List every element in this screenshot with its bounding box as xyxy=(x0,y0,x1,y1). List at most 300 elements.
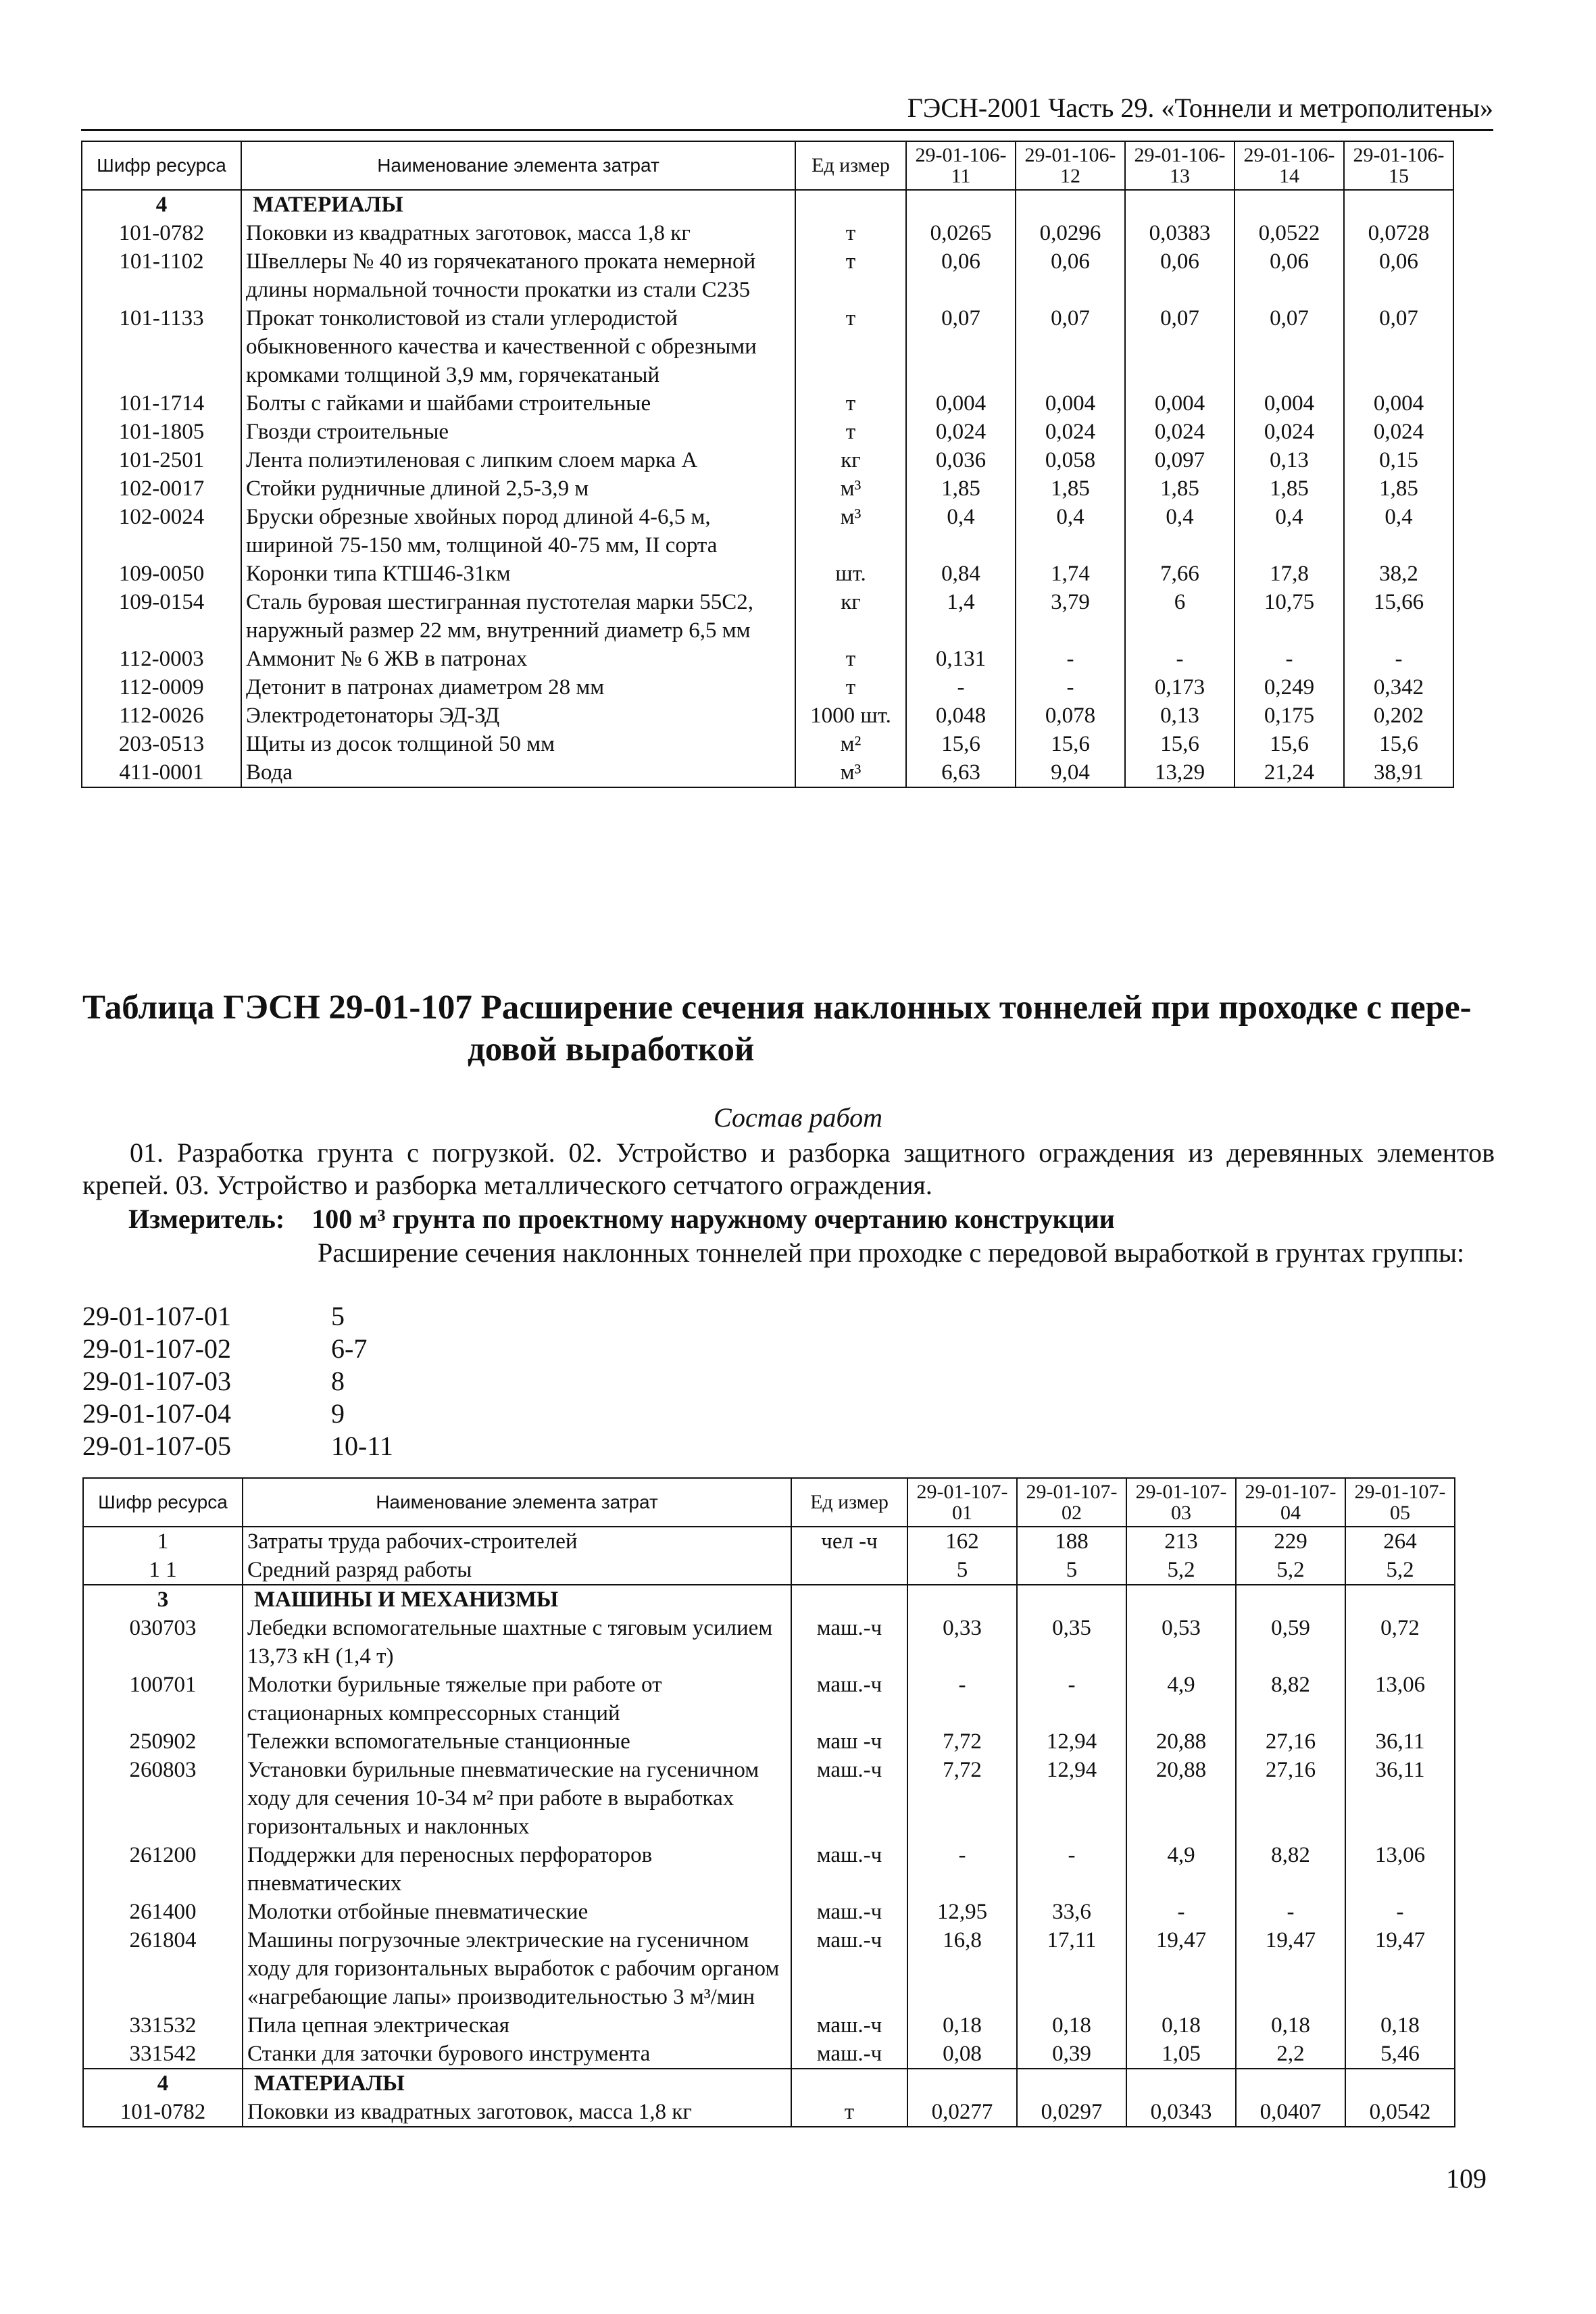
resource-name: Поковки из квадратных заготовок, масса 1,8 кг xyxy=(243,2098,791,2127)
column-header-norm-1: 29-01-106-11 xyxy=(906,141,1016,190)
value-cell: 0,0407 xyxy=(1236,2098,1345,2127)
resource-code: 102-0017 xyxy=(82,474,241,503)
resource-name: Болты с гайками и шайбами строительные xyxy=(241,389,795,418)
value-cell: 5,2 xyxy=(1236,1556,1345,1585)
value-cell: 0,0297 xyxy=(1017,2098,1126,2127)
soil-group: 9 xyxy=(331,1398,345,1429)
value-cell: 5,2 xyxy=(1345,1556,1455,1585)
resource-code: 261200 xyxy=(83,1841,243,1898)
table-row xyxy=(82,474,1453,503)
resource-code: 101-1805 xyxy=(82,418,241,446)
resource-name: Средний разряд работы xyxy=(243,1556,791,1585)
value-cell xyxy=(907,1585,1017,1614)
table-title xyxy=(82,987,1495,1070)
unit-cell xyxy=(795,190,906,219)
resource-code: 331542 xyxy=(83,2040,243,2069)
section-row xyxy=(83,1585,1455,1614)
resource-code: 101-1102 xyxy=(82,247,241,304)
value-cell: - xyxy=(1236,1898,1345,1926)
value-cell: 0,004 xyxy=(906,389,1016,418)
value-cell: 0,07 xyxy=(1125,304,1235,389)
resource-name: Электродетонаторы ЭД-ЗД xyxy=(241,701,795,730)
value-cell xyxy=(1235,190,1344,219)
value-cell: 19,47 xyxy=(1126,1926,1236,2011)
resource-name: Лебедки вспомогательные шахтные с тяговым усилием 13,73 кН (1,4 т) xyxy=(243,1614,791,1671)
table-row xyxy=(82,730,1453,758)
unit-cell: маш.-ч xyxy=(791,1756,907,1841)
resource-code: 1 xyxy=(83,1527,243,1556)
resource-code: 261400 xyxy=(83,1898,243,1926)
table-row xyxy=(82,560,1453,588)
value-cell: 0,07 xyxy=(1344,304,1453,389)
value-cell: 4,9 xyxy=(1126,1671,1236,1727)
resource-code: 4 xyxy=(82,190,241,219)
soil-group: 10-11 xyxy=(331,1431,393,1461)
column-header-norm-4: 29-01-107-04 xyxy=(1236,1478,1345,1527)
resource-code: 112-0003 xyxy=(82,645,241,673)
table-row xyxy=(83,1527,1455,1556)
resource-name: Прокат тонколистовой из стали углеродистой обыкновенного качества и качественной с обрезными кромками толщиной 3,9 мм, горячекатаный xyxy=(241,304,795,389)
table-row xyxy=(82,446,1453,474)
value-cell: 0,004 xyxy=(1125,389,1235,418)
resource-code: 331532 xyxy=(83,2011,243,2040)
resource-name: Стойки рудничные длиной 2,5-3,9 м xyxy=(241,474,795,503)
resource-name: Аммонит № 6 ЖВ в патронах xyxy=(241,645,795,673)
value-cell: 0,0343 xyxy=(1126,2098,1236,2127)
value-cell: - xyxy=(1016,645,1125,673)
resource-name: Коронки типа КТШ46-31км xyxy=(241,560,795,588)
value-cell: 15,6 xyxy=(906,730,1016,758)
value-cell: 21,24 xyxy=(1235,758,1344,787)
soil-group: 5 xyxy=(331,1301,345,1331)
value-cell: 5 xyxy=(1017,1556,1126,1585)
value-cell: 12,94 xyxy=(1017,1756,1126,1841)
resource-code: 101-0782 xyxy=(83,2098,243,2127)
value-cell: 8,82 xyxy=(1236,1671,1345,1727)
value-cell: 2,2 xyxy=(1236,2040,1345,2069)
value-cell: 0,175 xyxy=(1235,701,1344,730)
resource-code: 112-0026 xyxy=(82,701,241,730)
value-cell: 4,9 xyxy=(1126,1841,1236,1898)
value-cell: 0,097 xyxy=(1125,446,1235,474)
value-cell: 0,004 xyxy=(1016,389,1125,418)
section-title: МАШИНЫ И МЕХАНИЗМЫ xyxy=(243,1585,791,1614)
value-cell xyxy=(1236,2069,1345,2098)
value-cell: 0,202 xyxy=(1344,701,1453,730)
column-header-code: Шифр ресурса xyxy=(83,1478,243,1527)
resource-code: 109-0050 xyxy=(82,560,241,588)
value-cell: 0,4 xyxy=(1235,503,1344,560)
value-cell: 0,72 xyxy=(1345,1614,1455,1671)
value-cell: 6,63 xyxy=(906,758,1016,787)
value-cell: 0,048 xyxy=(906,701,1016,730)
table-row xyxy=(83,1898,1455,1926)
value-cell: 0,036 xyxy=(906,446,1016,474)
page-header: ГЭСН-2001 Часть 29. «Тоннели и метрополитены» xyxy=(81,92,1493,131)
table-row xyxy=(83,2098,1455,2127)
value-cell: 0,0522 xyxy=(1235,219,1344,247)
value-cell: 0,024 xyxy=(1344,418,1453,446)
value-cell: 15,6 xyxy=(1344,730,1453,758)
soil-group: 6-7 xyxy=(331,1333,368,1364)
resource-name: Установки бурильные пневматические на гусеничном ходу для сечения 10-34 м² при работе в выработках горизонтальных и наклонных xyxy=(243,1756,791,1841)
value-cell: 1,05 xyxy=(1126,2040,1236,2069)
value-cell: 0,53 xyxy=(1126,1614,1236,1671)
value-cell: 0,0296 xyxy=(1016,219,1125,247)
value-cell: 38,2 xyxy=(1344,560,1453,588)
value-cell: - xyxy=(1126,1898,1236,1926)
soil-group: 8 xyxy=(331,1366,345,1396)
resource-code: 260803 xyxy=(83,1756,243,1841)
value-cell: 0,18 xyxy=(1236,2011,1345,2040)
norm-code: 29-01-107-05 xyxy=(82,1431,231,1461)
unit-cell: кг xyxy=(795,446,906,474)
value-cell: - xyxy=(1345,1898,1455,1926)
norm-code: 29-01-107-01 xyxy=(82,1301,231,1331)
unit-cell: кг xyxy=(795,588,906,645)
value-cell: 0,84 xyxy=(906,560,1016,588)
unit-cell: т xyxy=(795,247,906,304)
resource-code: 4 xyxy=(83,2069,243,2098)
unit-cell: маш.-ч xyxy=(791,1841,907,1898)
unit-cell: чел -ч xyxy=(791,1527,907,1556)
unit-cell: т xyxy=(795,645,906,673)
value-cell: 0,058 xyxy=(1016,446,1125,474)
norm-code-row xyxy=(82,1333,393,1365)
resource-code: 411-0001 xyxy=(82,758,241,787)
value-cell: 0,59 xyxy=(1236,1614,1345,1671)
value-cell xyxy=(1345,1585,1455,1614)
value-cell: - xyxy=(907,1671,1017,1727)
value-cell: 0,13 xyxy=(1125,701,1235,730)
resource-code: 101-1714 xyxy=(82,389,241,418)
resource-name: Поддержки для переносных перфораторов пневматических xyxy=(243,1841,791,1898)
resource-code: 100701 xyxy=(83,1671,243,1727)
value-cell xyxy=(1017,1585,1126,1614)
table-row xyxy=(83,1727,1455,1756)
value-cell: 13,06 xyxy=(1345,1671,1455,1727)
value-cell: 0,342 xyxy=(1344,673,1453,701)
value-cell: 0,07 xyxy=(1016,304,1125,389)
value-cell: 0,06 xyxy=(1344,247,1453,304)
value-cell xyxy=(1125,190,1235,219)
table-title-line-1: Таблица ГЭСН 29-01-107 Расширение сечения наклонных тоннелей при проходке с пере- xyxy=(82,989,1472,1027)
value-cell xyxy=(1126,2069,1236,2098)
value-cell: 13,06 xyxy=(1345,1841,1455,1898)
table-row xyxy=(83,1926,1455,2011)
value-cell: 13,29 xyxy=(1125,758,1235,787)
resource-name: Пила цепная электрическая xyxy=(243,2011,791,2040)
section-row xyxy=(83,2069,1455,2098)
column-header-code: Шифр ресурса xyxy=(82,141,241,190)
unit-cell: маш.-ч xyxy=(791,2040,907,2069)
resource-name: Поковки из квадратных заготовок, масса 1,8 кг xyxy=(241,219,795,247)
value-cell: 264 xyxy=(1345,1527,1455,1556)
value-cell: 19,47 xyxy=(1345,1926,1455,2011)
value-cell: 213 xyxy=(1126,1527,1236,1556)
value-cell: 12,94 xyxy=(1017,1727,1126,1756)
value-cell: 0,024 xyxy=(1125,418,1235,446)
value-cell: 1,85 xyxy=(1344,474,1453,503)
value-cell: 1,85 xyxy=(1235,474,1344,503)
value-cell: 36,11 xyxy=(1345,1727,1455,1756)
value-cell: 12,95 xyxy=(907,1898,1017,1926)
value-cell: 229 xyxy=(1236,1527,1345,1556)
column-header-unit: Ед измер xyxy=(795,141,906,190)
value-cell: - xyxy=(1235,645,1344,673)
table-row xyxy=(82,219,1453,247)
section-row xyxy=(82,190,1453,219)
value-cell: 1,85 xyxy=(1125,474,1235,503)
unit-cell: т xyxy=(795,304,906,389)
norm-code: 29-01-107-04 xyxy=(82,1398,231,1429)
value-cell: - xyxy=(1344,645,1453,673)
value-cell: 15,6 xyxy=(1016,730,1125,758)
value-cell: 20,88 xyxy=(1126,1727,1236,1756)
resource-code: 250902 xyxy=(83,1727,243,1756)
column-header-norm-3: 29-01-107-03 xyxy=(1126,1478,1236,1527)
column-header-norm-5: 29-01-107-05 xyxy=(1345,1478,1455,1527)
value-cell: 0,18 xyxy=(907,2011,1017,2040)
value-cell: 0,15 xyxy=(1344,446,1453,474)
value-cell xyxy=(1345,2069,1455,2098)
table-row xyxy=(83,2040,1455,2069)
value-cell: 7,72 xyxy=(907,1727,1017,1756)
value-cell xyxy=(1344,190,1453,219)
table-row xyxy=(83,2011,1455,2040)
value-cell: 10,75 xyxy=(1235,588,1344,645)
norm-code-row xyxy=(82,1398,393,1430)
value-cell: 0,18 xyxy=(1345,2011,1455,2040)
value-cell: 0,07 xyxy=(1235,304,1344,389)
works-heading: Состав работ xyxy=(714,1102,882,1133)
value-cell: 38,91 xyxy=(1344,758,1453,787)
value-cell: 1,74 xyxy=(1016,560,1125,588)
value-cell: 33,6 xyxy=(1017,1898,1126,1926)
unit-cell: маш.-ч xyxy=(791,1926,907,2011)
value-cell: 15,6 xyxy=(1125,730,1235,758)
value-cell: - xyxy=(1017,1841,1126,1898)
value-cell: 0,0265 xyxy=(906,219,1016,247)
column-header-norm-1: 29-01-107-01 xyxy=(907,1478,1017,1527)
resource-name: Щиты из досок толщиной 50 мм xyxy=(241,730,795,758)
resource-name: Затраты труда рабочих-строителей xyxy=(243,1527,791,1556)
unit-cell: м³ xyxy=(795,474,906,503)
table-row xyxy=(82,304,1453,389)
unit-cell: маш -ч xyxy=(791,1727,907,1756)
unit-cell: маш.-ч xyxy=(791,1898,907,1926)
unit-cell xyxy=(791,1585,907,1614)
resource-code: 101-1133 xyxy=(82,304,241,389)
unit-cell: т xyxy=(795,673,906,701)
value-cell: - xyxy=(1017,1671,1126,1727)
value-cell: 15,66 xyxy=(1344,588,1453,645)
resource-name: Гвозди строительные xyxy=(241,418,795,446)
variant-description: Расширение сечения наклонных тоннелей при проходке с передовой выработкой в грунтах группы: xyxy=(318,1237,1465,1268)
value-cell: 0,33 xyxy=(907,1614,1017,1671)
value-cell xyxy=(1017,2069,1126,2098)
value-cell: 0,06 xyxy=(1125,247,1235,304)
value-cell: 17,8 xyxy=(1235,560,1344,588)
value-cell: - xyxy=(1016,673,1125,701)
norm-code-row xyxy=(82,1430,393,1462)
value-cell: 20,88 xyxy=(1126,1756,1236,1841)
value-cell: 0,18 xyxy=(1017,2011,1126,2040)
value-cell: 0,07 xyxy=(906,304,1016,389)
resource-name: Станки для заточки бурового инструмента xyxy=(243,2040,791,2069)
unit-cell: 1000 шт. xyxy=(795,701,906,730)
value-cell: 16,8 xyxy=(907,1926,1017,2011)
value-cell: 0,078 xyxy=(1016,701,1125,730)
value-cell: 5,2 xyxy=(1126,1556,1236,1585)
section-title: МАТЕРИАЛЫ xyxy=(243,2069,791,2098)
value-cell: 3,79 xyxy=(1016,588,1125,645)
unit-cell xyxy=(791,1556,907,1585)
value-cell: 9,04 xyxy=(1016,758,1125,787)
value-cell xyxy=(1236,1585,1345,1614)
value-cell: 0,173 xyxy=(1125,673,1235,701)
norm-code: 29-01-107-02 xyxy=(82,1333,231,1364)
value-cell: 0,06 xyxy=(906,247,1016,304)
table-row xyxy=(83,1556,1455,1585)
value-cell xyxy=(1016,190,1125,219)
page-number: 109 xyxy=(1446,2163,1487,2194)
table-title-line-2: довой выработкой xyxy=(468,1031,755,1068)
column-header-norm-4: 29-01-106-14 xyxy=(1235,141,1344,190)
value-cell: 0,13 xyxy=(1235,446,1344,474)
value-cell: 15,6 xyxy=(1235,730,1344,758)
resource-name: Лента полиэтиленовая с липким слоем марка А xyxy=(241,446,795,474)
value-cell: 0,024 xyxy=(906,418,1016,446)
norm-code-list xyxy=(82,1300,393,1462)
table-row xyxy=(83,1756,1455,1841)
value-cell: 0,06 xyxy=(1016,247,1125,304)
value-cell: 5 xyxy=(907,1556,1017,1585)
resource-name: Молотки бурильные тяжелые при работе от стационарных компрессорных станций xyxy=(243,1671,791,1727)
value-cell xyxy=(1126,1585,1236,1614)
value-cell: 0,4 xyxy=(1016,503,1125,560)
resource-name: Детонит в патронах диаметром 28 мм xyxy=(241,673,795,701)
resource-table-107 xyxy=(82,1477,1455,2127)
value-cell: 0,024 xyxy=(1235,418,1344,446)
table-row xyxy=(83,1671,1455,1727)
resource-code: 112-0009 xyxy=(82,673,241,701)
column-header-norm-2: 29-01-107-02 xyxy=(1017,1478,1126,1527)
table-row xyxy=(82,389,1453,418)
norm-code-row xyxy=(82,1300,393,1333)
column-header-norm-2: 29-01-106-12 xyxy=(1016,141,1125,190)
section-title: МАТЕРИАЛЫ xyxy=(241,190,795,219)
value-cell xyxy=(907,2069,1017,2098)
value-cell: - xyxy=(906,673,1016,701)
resource-code: 1 1 xyxy=(83,1556,243,1585)
unit-cell xyxy=(791,2069,907,2098)
value-cell: 0,0542 xyxy=(1345,2098,1455,2127)
value-cell: 0,18 xyxy=(1126,2011,1236,2040)
meter-line xyxy=(128,1203,1115,1235)
value-cell: 19,47 xyxy=(1236,1926,1345,2011)
table-row xyxy=(82,503,1453,560)
resource-code: 109-0154 xyxy=(82,588,241,645)
value-cell: 0,0277 xyxy=(907,2098,1017,2127)
value-cell: 5,46 xyxy=(1345,2040,1455,2069)
value-cell: 36,11 xyxy=(1345,1756,1455,1841)
unit-cell: т xyxy=(795,389,906,418)
resource-name: Молотки отбойные пневматические xyxy=(243,1898,791,1926)
unit-cell: маш.-ч xyxy=(791,2011,907,2040)
resource-name: Машины погрузочные электрические на гусеничном ходу для горизонтальных выработок с рабочим органом «нагребающие лапы» производительностью 3 м³/мин xyxy=(243,1926,791,2011)
resource-table-106 xyxy=(81,141,1454,788)
works-text: 01. Разработка грунта с погрузкой. 02. Устройство и разборка защитного ограждения из деревянных элементов крепей. 03. Устройство и разборка металлического сетчатого ограждения. xyxy=(82,1137,1495,1200)
unit-cell: т xyxy=(791,2098,907,2127)
value-cell: 0,06 xyxy=(1235,247,1344,304)
table-row xyxy=(82,247,1453,304)
value-cell: 0,004 xyxy=(1235,389,1344,418)
value-cell: 0,35 xyxy=(1017,1614,1126,1671)
resource-code: 3 xyxy=(83,1585,243,1614)
norm-code-row xyxy=(82,1365,393,1398)
resource-code: 101-0782 xyxy=(82,219,241,247)
unit-cell: шт. xyxy=(795,560,906,588)
unit-cell: маш.-ч xyxy=(791,1614,907,1671)
resource-code: 261804 xyxy=(83,1926,243,2011)
resource-code: 101-2501 xyxy=(82,446,241,474)
unit-cell: т xyxy=(795,219,906,247)
resource-name: Швеллеры № 40 из горячекатаного проката немерной длины нормальной точности прокатки из стали С235 xyxy=(241,247,795,304)
value-cell: 1,4 xyxy=(906,588,1016,645)
value-cell: 0,0728 xyxy=(1344,219,1453,247)
table-row xyxy=(82,418,1453,446)
value-cell: 0,39 xyxy=(1017,2040,1126,2069)
table-row xyxy=(82,588,1453,645)
value-cell: 8,82 xyxy=(1236,1841,1345,1898)
value-cell: 0,0383 xyxy=(1125,219,1235,247)
value-cell: 7,66 xyxy=(1125,560,1235,588)
table-row xyxy=(82,673,1453,701)
table-row xyxy=(82,701,1453,730)
column-header-unit: Ед измер xyxy=(791,1478,907,1527)
unit-cell: м² xyxy=(795,730,906,758)
meter-label: Измеритель: xyxy=(128,1204,285,1234)
value-cell: 162 xyxy=(907,1527,1017,1556)
resource-code: 030703 xyxy=(83,1614,243,1671)
column-header-norm-3: 29-01-106-13 xyxy=(1125,141,1235,190)
column-header-norm-5: 29-01-106-15 xyxy=(1344,141,1453,190)
value-cell: 27,16 xyxy=(1236,1756,1345,1841)
resource-name: Сталь буровая шестигранная пустотелая марки 55С2, наружный размер 22 мм, внутренний диаметр 6,5 мм xyxy=(241,588,795,645)
resource-name: Вода xyxy=(241,758,795,787)
unit-cell: м³ xyxy=(795,503,906,560)
column-header-name: Наименование элемента затрат xyxy=(243,1478,791,1527)
table-row xyxy=(83,1614,1455,1671)
resource-code: 102-0024 xyxy=(82,503,241,560)
value-cell: 17,11 xyxy=(1017,1926,1126,2011)
resource-name: Бруски обрезные хвойных пород длиной 4-6,5 м, шириной 75-150 мм, толщиной 40-75 мм, II сорта xyxy=(241,503,795,560)
value-cell: 27,16 xyxy=(1236,1727,1345,1756)
value-cell: 1,85 xyxy=(1016,474,1125,503)
value-cell: 0,131 xyxy=(906,645,1016,673)
value-cell: 0,4 xyxy=(1125,503,1235,560)
table-row xyxy=(83,1841,1455,1898)
value-cell: 0,08 xyxy=(907,2040,1017,2069)
resource-code: 203-0513 xyxy=(82,730,241,758)
meter-value: 100 м³ грунта по проектному наружному очертанию конструкции xyxy=(311,1204,1115,1234)
unit-cell: м³ xyxy=(795,758,906,787)
value-cell: 6 xyxy=(1125,588,1235,645)
column-header-name: Наименование элемента затрат xyxy=(241,141,795,190)
value-cell: 0,4 xyxy=(906,503,1016,560)
value-cell xyxy=(906,190,1016,219)
